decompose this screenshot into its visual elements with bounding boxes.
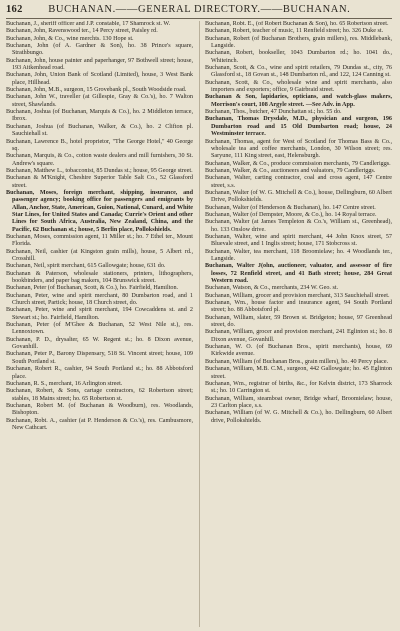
directory-entry: Buchanan, Robert, bookseller, 1043 Dumbarton rd.; ho. 1041 do., Whiteinch. [205,50,392,64]
directory-entry: Buchanan, Joshua (of Buchanan, Walker, & Co.), ho. 2 Clifton pl. Sauchiehall st. [6,123,193,138]
directory-entry: Buchanan, John, house painter and paperhanger, 97 Bothwell street; house, 193 Aitkenhead road. [6,57,193,72]
directory-entry: Buchanan, Robert, teacher of music, 11 Renfield street; ho. 326 Duke st. [205,28,384,35]
directory-entry: Buchanan & Paterson, wholesale stationers, printers, lithographers, bookbinders, and paper bag makers, 104 Brunswick street. [6,270,193,285]
directory-entry: Buchanan, Joshua (of Buchanan, Marquis & Co.), ho. 2 Middleton terrace, Ibrox. [6,109,193,123]
directory-entry: Buchanan, Thos., butcher, 47 Dunchattan st.; ho. 55 do. [205,109,342,116]
directory-entry: Buchanan & M'Knight, Cheshire Superior Table Salt Co., 52 Glassford street. [6,175,193,189]
directory-entry: Buchanan, Lawrence B., hotel proprietor, "The George Hotel," 40 George sq. [6,138,193,152]
directory-entry: Buchanan, John, Union Bank of Scotland (Limited), house, 3 West Bank place, Hillhead. [6,72,193,86]
directory-entry: Buchanan, Wm., registrar of births, &c., for Kelvin district, 173 Sharrock st.; ho. 10 Carrington st. [205,380,392,395]
directory-entry: Buchanan, Thomas Drysdale, M.D., physician and surgeon, 196 Dumbarton road and 15 Old Dumbarton road; house, 24 Westminster terrace. [205,116,392,138]
directory-entry: Buchanan, Moses, commission agent, 11 Miller st.; ho. 7 Ethel ter., Mount Florida. [6,233,193,248]
directory-entry: Buchanan, John W., traveller (at Gillespie, Gray & Co.'s), ho. 7 Walton street, Shawlands. [6,94,193,108]
directory-entry: Buchanan, William, M.B. C.M., surgeon, 442 Gallowgate; ho. 45 Eglinton street. [205,366,392,380]
directory-entry: Buchanan, John, & Co., wine merchts. 130 Hope st. [6,35,134,42]
directory-entry: Buchanan, Walter (of W. G. Mitchell & Co.), house, Dellingburn, 60 Albert Drive, Pollokshields. [205,189,392,204]
directory-entry: Buchanan, P. D., drysalter, 65 W. Regent st.; ho. 8 Dixon avenue, Govanhill. [6,336,193,351]
directory-entry: Buchanan, Robt. A., cashier (at P. Henderson & Co.'s), res. Cambusmore, New Cathcart. [6,417,193,431]
directory-entry: Buchanan, Robert, & Sons, cartage contractors, 62 Robertson street; stables, 18 Mains street; ho. 65 Robertson st. [6,388,193,402]
left-column [6,21,193,627]
directory-entry: Buchanan, Moses, foreign merchant, shipping, insurance, and passenger agency; booking office for passengers and emigrants by Allan, Anchor, State, American, Guion, National, Cunard, and White Star Lines, for United States and Canada; Currie's Orient and other Lines for South Africa, Australia, New Zealand, China, and the Pacific, 62 Buchanan st.; house, 5 Berlin place, Pollokshields. [6,189,193,233]
directory-entry: Buchanan, Peter (of Buchanan, Scott, & Co.), ho. Fairfield, Hamilton. [6,285,179,292]
directory-entry: Buchanan, Walter (of Henderson & Buchanan), ho. 147 Centre street. [205,204,376,211]
directory-entry: Buchanan, Robert M. (of Buchanan & Woodburn), res. Woodlands, Bishopton. [6,402,193,417]
directory-entry: Buchanan, Marquis, & Co., cotton waste dealers and mill furnishers, 30 St. Andrew's square. [6,153,193,167]
directory-entry: Buchanan, Walter, carting contractor, coal and cross agent, 147 Centre street, s.s. [205,175,392,189]
directory-entry: Buchanan, Robert (of Buchanan Brothers, grain millers), res. Middlebank, Langside. [205,35,392,50]
page-number: 162 [6,4,23,15]
directory-entry: Buchanan, Walter J(ohn, auctioneer, valuator, and assessor of fire losses, 72 Renfield street, and 41 Bath street; house, 284 Great Western road. [205,263,392,285]
directory-entry: Buchanan, William, steamboat owner, Bridge wharf, Broomielaw; house, 23 Carlton place, s.s. [205,395,392,409]
directory-entry: Buchanan, Scott, & Co., wholesale wine and spirit merchants, also importers and exporters; office, 9 Gairbraid street. [205,79,392,94]
directory-entry: Buchanan, Peter, wine and spirit merchant, 80 Dumbarton road, and 1 Church street, Partick; house, 18 Church street, do. [6,292,193,307]
page-header [6,4,392,19]
directory-entry: Buchanan, J., sheriff officer and J.P. constable, 17 Shamrock st. W. [6,21,171,27]
directory-entry: Buchanan, Peter, wine and spirit merchant, 194 Cowcaddens st. and 2 Stewart st.; ho. Fairfield, Hamilton. [6,307,193,321]
directory-entry: Buchanan, R. S., merchant, 16 Arlington street. [6,380,123,387]
directory-entry: Buchanan, Peter (of M'Ghee & Buchanan, 52 West Nile st.), res. Lennoxtown. [6,322,193,336]
directory-entry: Buchanan, Walter (at James Templeton & Co.'s, William st., Greenhead), ho. 133 Onslow drive. [205,219,392,233]
directory-entry: Buchanan, William, grocer and provision merchant, 313 Sauchiehall street. [205,292,390,299]
directory-entry: Buchanan, John, M.B., surgeon, 15 Grovebank pl., South Woodside road. [6,87,187,94]
directory-entry: Buchanan, Thomas, agent for West of Scotland for Thomas Bass & Co., wholesale tea and coffee merchants, London, 30 Wilson street; res. Saryune, 111 King street, east, Helensburgh. [205,138,392,160]
directory-entry: Buchanan, Walter, tea merchant, 118 Broomielaw; ho. 4 Woodlands ter., Langside. [205,248,392,262]
directory-columns [6,21,392,627]
directory-entry: Buchanan, Watson, & Co., merchants, 234 W. Geo. st. [205,285,339,292]
directory-entry: Buchanan, Walter, wine and spirit merchant, 44 John Knox street, 57 Bluevale street, and 1 Inglis street; house, 171 Stobcross st. [205,233,392,248]
directory-entry: Buchanan, Robt. E., (of Robert Buchanan & Son), ho. 65 Robertson street. [205,21,389,27]
directory-entry: Buchanan, William, grocer and provision merchant, 241 Eglinton st.; ho. 8 Dixon avenue, Govanhill. [205,329,392,343]
directory-entry: Buchanan, William (of Buchanan Bros., grain millers), ho. 40 Percy place. [205,358,389,365]
directory-entry: Buchanan, John (of A. Gardner & Son), ho. 38 Prince's square, Strathbungo. [6,43,193,57]
directory-entry: Buchanan, Robert R., cashier, 94 South Portland st.; ho. 88 Abbotsford place. [6,366,193,380]
directory-entry: Buchanan, Walker, & Co., produce commission merchants, 79 Candleriggs. [205,160,391,167]
directory-entry: Buchanan, Wm., house factor and insurance agent, 94 South Portland street; ho. 88 Abbotsford pl. [205,300,392,314]
running-title: BUCHANAN.——GENERAL DIRECTORY.——BUCHANAN. [48,4,351,15]
directory-entry: Buchanan, Neil, cashier (at Kingston grain mills), house, 5 Albert rd., Crosshill. [6,248,193,262]
directory-entry: Buchanan, William, slater, 59 Brown st. Bridgeton; house, 97 Greenhead street, do. [205,314,392,329]
directory-entry: Buchanan, Peter P., Barony Dispensary, 518 St. Vincent street; house, 109 South Portland st. [6,351,193,365]
directory-entry: Buchanan, John, Ravenswood ter., 14 Percy street, Paisley rd. [6,28,158,35]
directory-entry: Buchanan, Scott, & Co., wine and spirit retailers, 79 Dundas st., city, 76 Glassford st., 18 Govan st., 148 Dumbarton rd., and 122, 124 Canning st. [205,65,392,79]
directory-entry: Buchanan, Walter (of Dempster, Moore, & Co.), ho. 14 Royal terrace. [205,211,377,218]
directory-entry: Buchanan & Son, lapidaries, opticians, and watch-glass makers, Morrison's court, 108 Argyle street. —See Adv. in App. [205,94,392,108]
directory-entry: Buchanan, Matthew L., tobacconist, 85 Dundas st.; house, 95 George street. [6,167,193,174]
directory-entry: Buchanan, Walker, & Co., auctioneers and valuators, 79 Candleriggs. [205,167,376,174]
directory-entry: Buchanan, William (of W. G. Mitchell & Co.), ho. Dellingburn, 60 Albert drive, Pollokshields. [205,410,392,424]
right-column [199,21,392,627]
directory-entry: Buchanan, Neil, spirit merchant, 615 Gallowgate; house, 631 do. [6,263,166,270]
directory-entry: Buchanan, W. O. (of Buchanan Bros., spirit merchants), house, 69 Kirkwide avenue. [205,344,392,358]
